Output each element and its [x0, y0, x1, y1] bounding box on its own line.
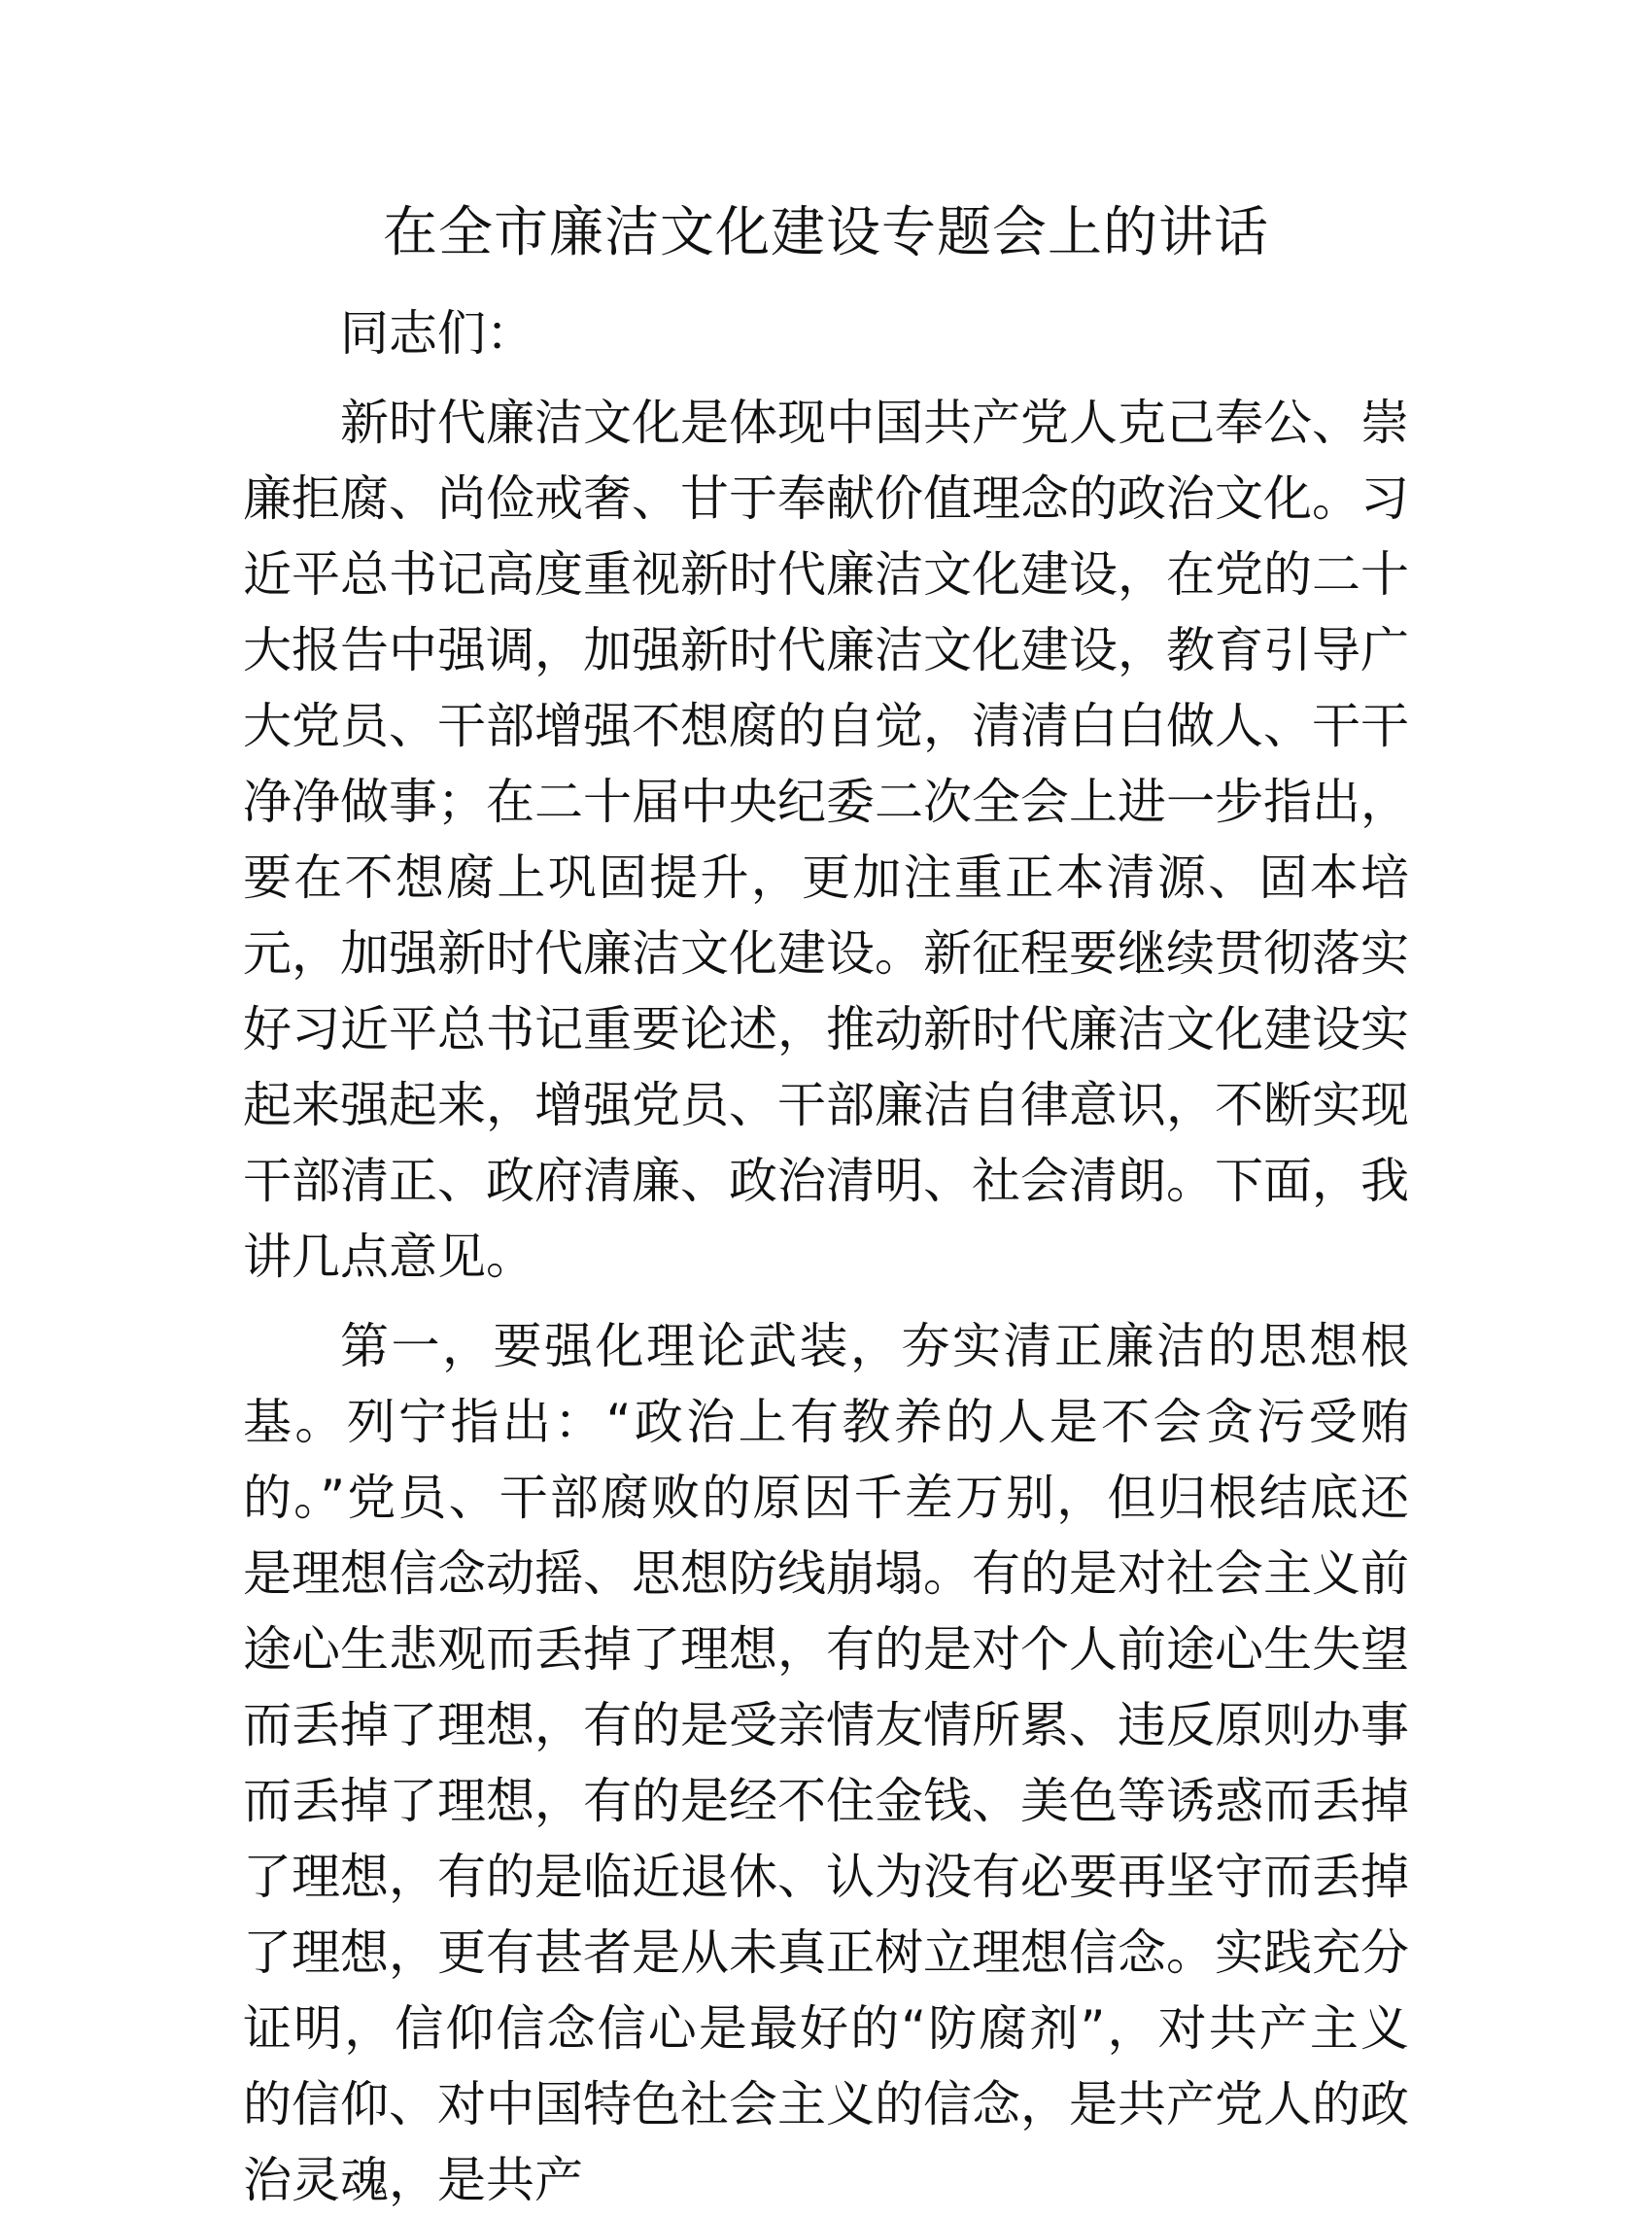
page-title: 在全市廉洁文化建设专题会上的讲话	[383, 201, 1269, 264]
paragraph-first-point: 第一，要强化理论武装，夯实清正廉洁的思想根基。列宁指出：“政治上有教养的人是不会贪污受贿的。”党员、干部腐败的原因千差万别，但归根结底还是理想信念动摇、思想防线崩塌。有的是对社会主义前途心生悲观而丢掉了理想，有的是对个人前途心生失望而丢掉了理想，有的是受亲情友情所累、违反原则办事而丢掉了理想，有的是经不住金钱、美色等诱惑而丢掉了理想，有的是临近退休、认为没有必要再坚守而丢掉了理想，更有甚者是从未真正树立理想信念。实践充分证明，信仰信念信心是最好的“防腐剂”，对共产主义的信仰、对中国特色社会主义的信念，是共产党人的政治灵魂，是共产	[243, 1318, 1409, 2208]
document-body	[243, 295, 1409, 2218]
paragraph-intro: 新时代廉洁文化是体现中国共产党人克己奉公、崇廉拒腐、尚俭戒奢、甘于奉献价值理念的政治文化。习近平总书记高度重视新时代廉洁文化建设，在党的二十大报告中强调，加强新时代廉洁文化建设，教育引导广大党员、干部增强不想腐的自觉，清清白白做人、干干净净做事；在二十届中央纪委二次全会上进一步指出，要在不想腐上巩固提升，更加注重正本清源、固本培元，加强新时代廉洁文化建设。新征程要继续贯彻落实好习近平总书记重要论述，推动新时代廉洁文化建设实起来强起来，增强党员、干部廉洁自律意识，不断实现干部清正、政府清廉、政治清明、社会清朗。下面，我讲几点意见。	[243, 395, 1409, 1285]
salutation: 同志们：	[340, 305, 534, 362]
